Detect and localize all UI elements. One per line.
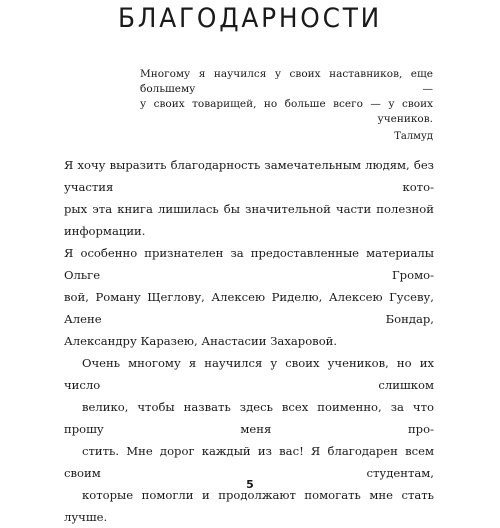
text-line: Я хочу выразить благодарность замечательным людям, без участия кото- (64, 158, 434, 194)
text-line: которые помогли и продолжают помогать мне стать лучше. (64, 488, 434, 524)
text-line: велико, чтобы назвать здесь всех поименно, за что прошу меня про- (64, 400, 434, 436)
text-line: Александру Каразею, Анастасии Захаровой. (64, 334, 338, 348)
epigraph-line: Многому я научился у своих наставников, еще большему — (140, 68, 433, 95)
text-line: Я особенно признателен за предоставленные материалы Ольге Громо- (64, 246, 434, 282)
body-text (64, 154, 434, 528)
paragraph-2 (64, 352, 434, 528)
text-line: вой, Роману Щеглову, Алексею Риделю, Алексею Гусеву, Алене Бондар, (64, 290, 434, 326)
page-number: 5 (246, 478, 254, 491)
page-title: БЛАГОДАРНОСТИ (117, 3, 383, 34)
text-line: рых эта книга лишилась бы значительной части полезной информации. (64, 202, 434, 238)
text-line: стить. Мне дорог каждый из вас! Я благодарен всем своим студентам, (64, 444, 434, 480)
epigraph-text (140, 67, 433, 127)
text-line: Очень многому я научился у своих учеников, но их число слишком (64, 356, 434, 392)
epigraph-line: у своих товарищей, но больше всего — у своих учеников. (140, 98, 433, 125)
epigraph-attribution: Талмуд (394, 131, 433, 142)
epigraph (140, 67, 433, 144)
paragraph-1 (64, 154, 434, 352)
